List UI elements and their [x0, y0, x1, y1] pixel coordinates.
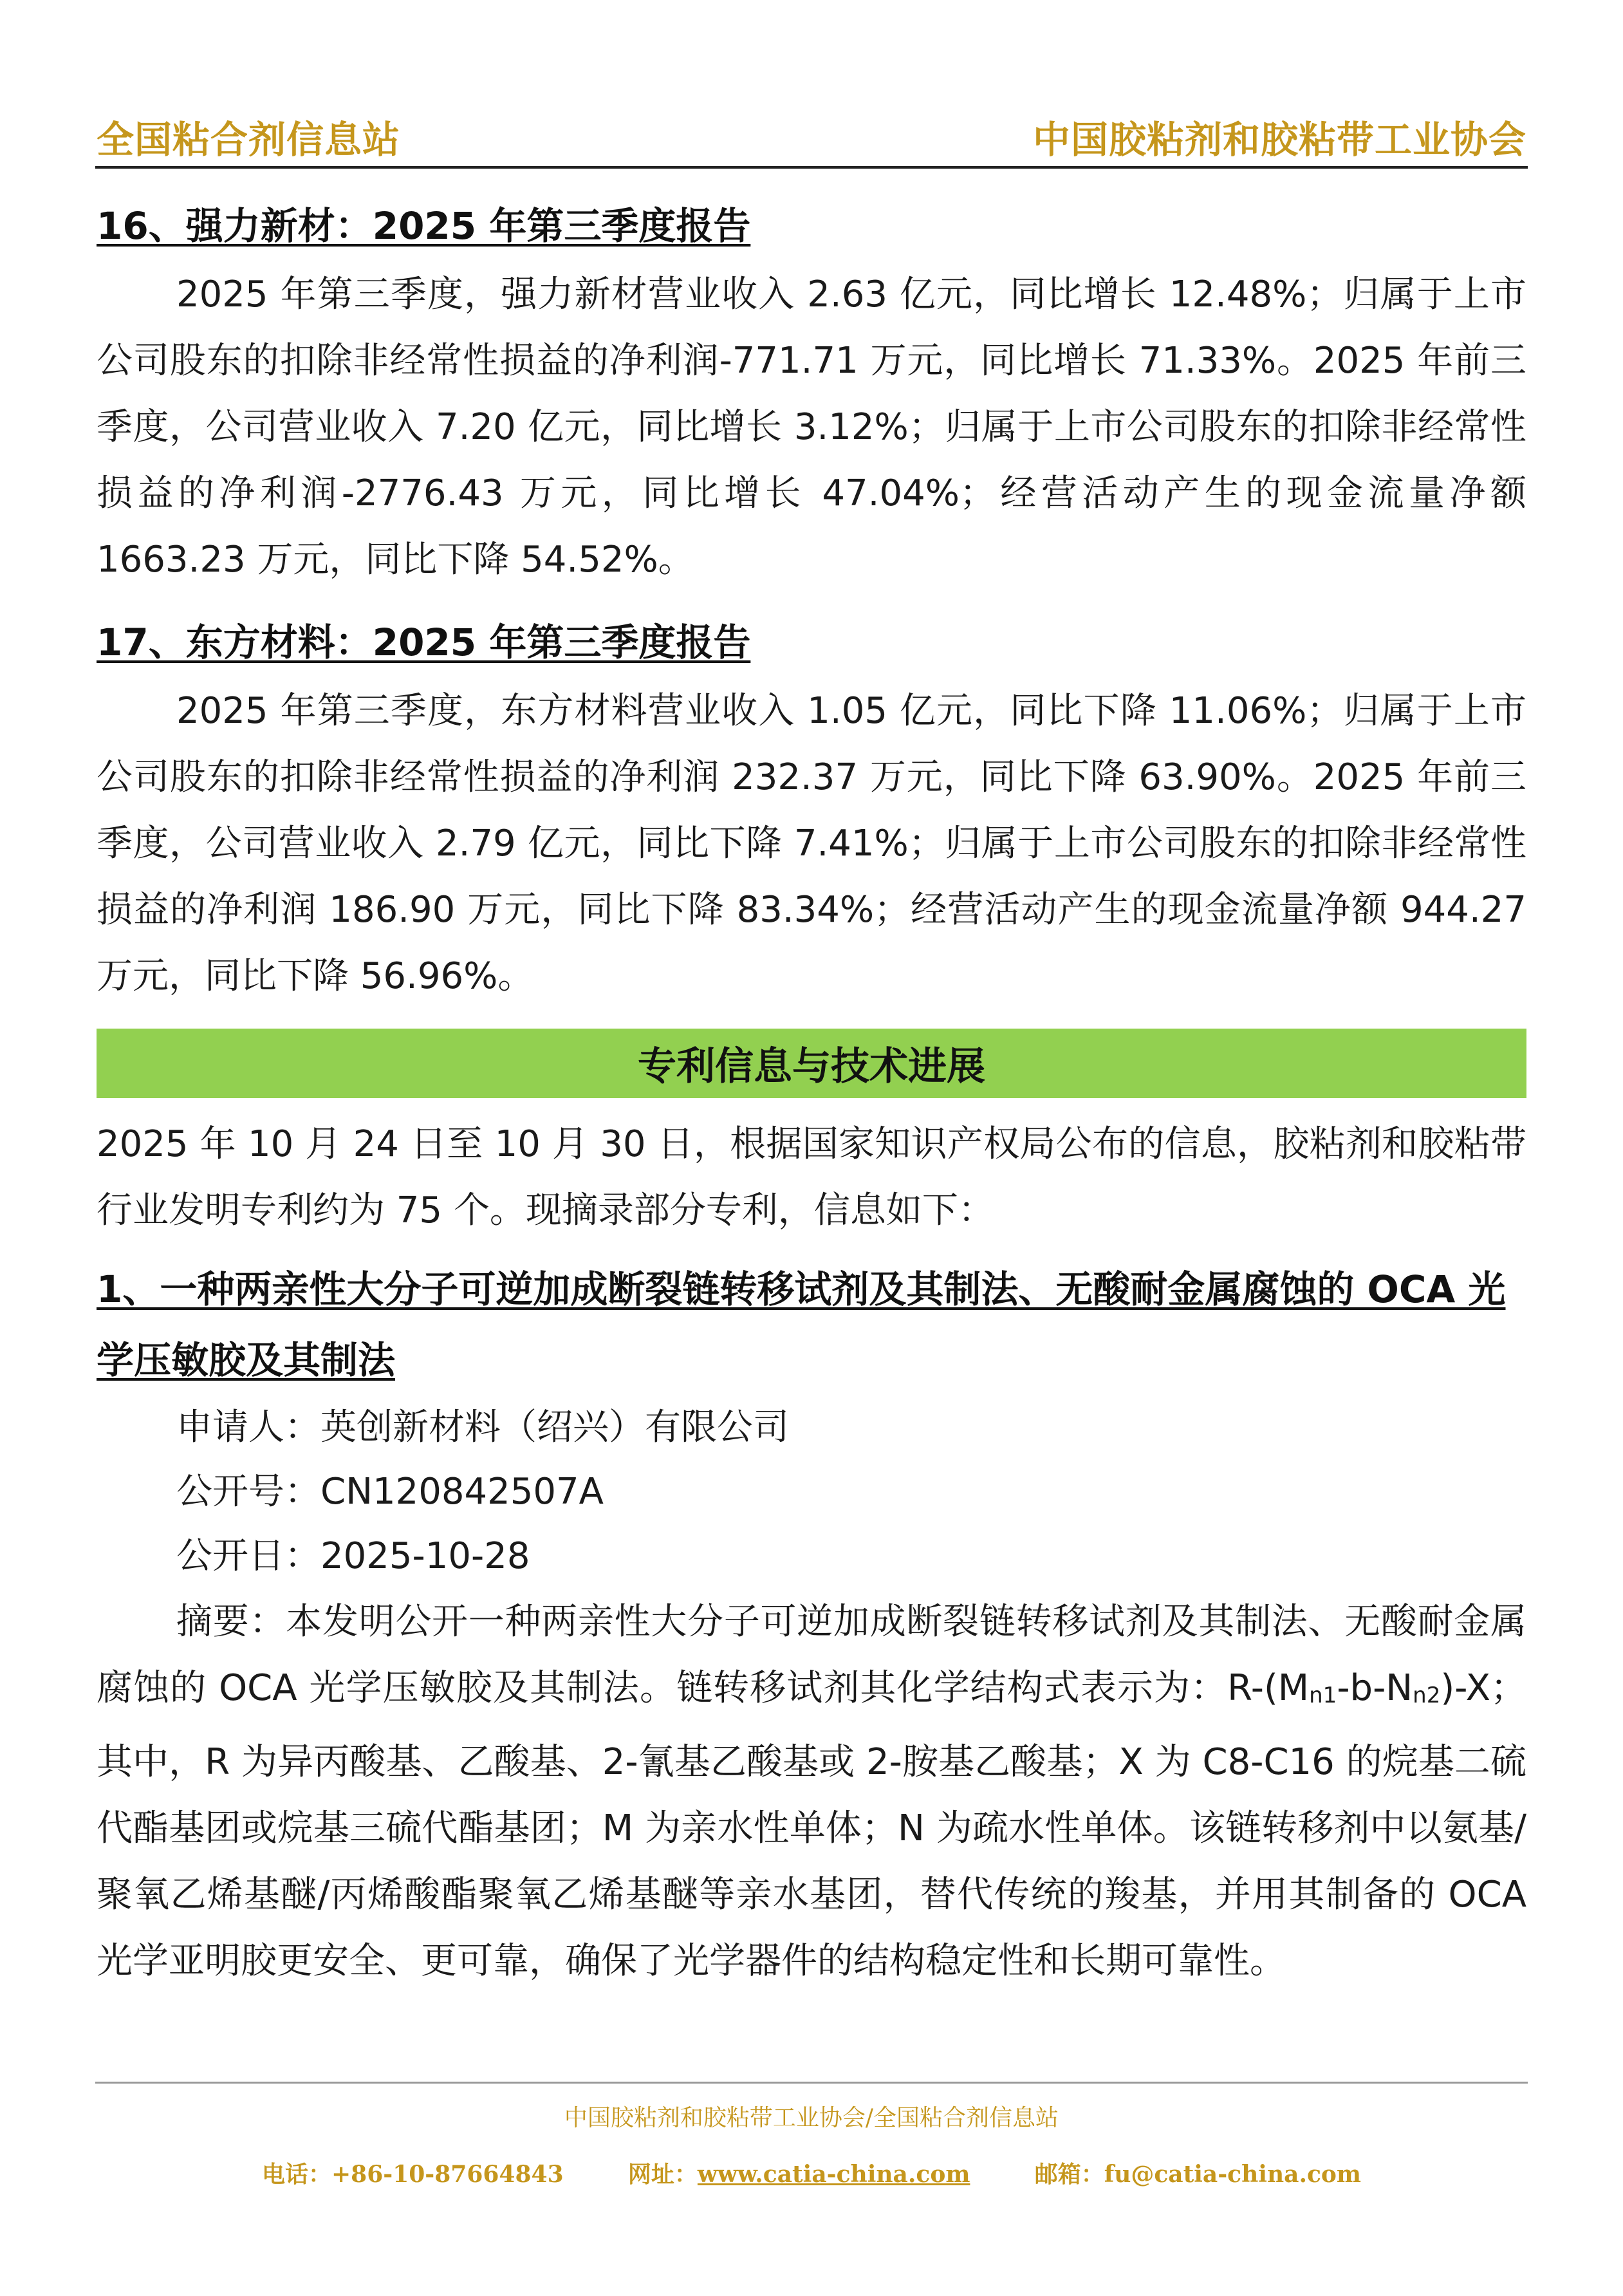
abstract-subscript-n2: n2: [1413, 1683, 1441, 1708]
section-title-17: 17、东方材料：2025 年第三季度报告: [97, 621, 751, 664]
abstract-subscript-n1: n1: [1309, 1683, 1337, 1708]
main-content: [97, 191, 1526, 1994]
patent-publication-date: 公开日：2025-10-28: [176, 1535, 530, 1577]
section-title-16: 16、强力新材：2025 年第三季度报告: [97, 204, 751, 248]
patent-applicant: 申请人：英创新材料（绍兴）有限公司: [176, 1406, 789, 1448]
abstract-part-c: )-X；其中，R 为异丙酸基、乙酸基、2-氰基乙酸基或 2-胺基乙酸基；X 为 C8-C16 的烷基二硫代酯基团或烷基三硫代酯基团；M 为亲水性单体；N 为疏水性单体。该链转移剂中以氨基/聚氧乙烯基醚/丙烯酸酯聚氧乙烯基醚等亲水基团，替代传统的羧基，并用其制备的 OCA 光学亚明胶更安全、更可靠，确保了光学器件的结构稳定性和长期可靠性。: [97, 1667, 1526, 1982]
footer-website-link[interactable]: www.catia-china.com: [697, 2161, 970, 2188]
abstract-part-a: 摘要：本发明公开一种两亲性大分子可逆加成断裂链转移试剂及其制法、无酸耐金属腐蚀的 OCA 光学压敏胶及其制法。链转移试剂其化学结构式表示为：R-(M: [97, 1601, 1526, 1709]
patent-abstract: [97, 1589, 1526, 1994]
patent-intro: 2025 年 10 月 24 日至 10 月 30 日，根据国家知识产权局公布的信息，胶粘剂和胶粘带行业发明专利约为 75 个。现摘录部分专利，信息如下：: [97, 1123, 1526, 1231]
footer-organization: 中国胶粘剂和胶粘带工业协会/全国粘合剂信息站: [564, 2105, 1059, 2131]
footer-contact: [0, 2156, 1623, 2189]
header-association-name: 中国胶粘剂和胶粘带工业协会: [1032, 118, 1526, 162]
patent-publication-number: 公开号：CN120842507A: [176, 1471, 604, 1513]
footer-divider: [95, 2082, 1528, 2084]
section-body-16: 2025 年第三季度，强力新材营业收入 2.63 亿元，同比增长 12.48%；归属于上市公司股东的扣除非经常性损益的净利润-771.71 万元，同比增长 71.33%。2025 年前三季度，公司营业收入 7.20 亿元，同比增长 3.12%；归属于上市公司股东的扣除非经常性损益的净利润-2776.43 万元，同比增长 47.04%；经营活动产生的现金流量净额 1663.23 万元，同比下降 54.52%。: [97, 274, 1526, 581]
footer-phone: 电话：+86-10-87664843: [261, 2161, 564, 2188]
section-body-17: 2025 年第三季度，东方材料营业收入 1.05 亿元，同比下降 11.06%；归属于上市公司股东的扣除非经常性损益的净利润 232.37 万元，同比下降 63.90%。2025 年前三季度，公司营业收入 2.79 亿元，同比下降 7.41%；归属于上市公司股东的扣除非经常性损益的净利润 186.90 万元，同比下降 83.34%；经营活动产生的现金流量净额 944.27 万元，同比下降 56.96%。: [97, 690, 1526, 997]
footer-email: 邮箱：fu@catia-china.com: [1034, 2161, 1362, 2188]
header-site-name: 全国粘合剂信息站: [97, 118, 401, 162]
section-banner: 专利信息与技术进展: [97, 1029, 1526, 1098]
footer-web-label: 网址：: [627, 2161, 698, 2188]
abstract-part-b: -b-N: [1337, 1667, 1413, 1709]
patent-title: 1、一种两亲性大分子可逆加成断裂链转移试剂及其制法、无酸耐金属腐蚀的 OCA 光学压敏胶及其制法: [97, 1267, 1506, 1382]
header-divider: [95, 166, 1528, 169]
